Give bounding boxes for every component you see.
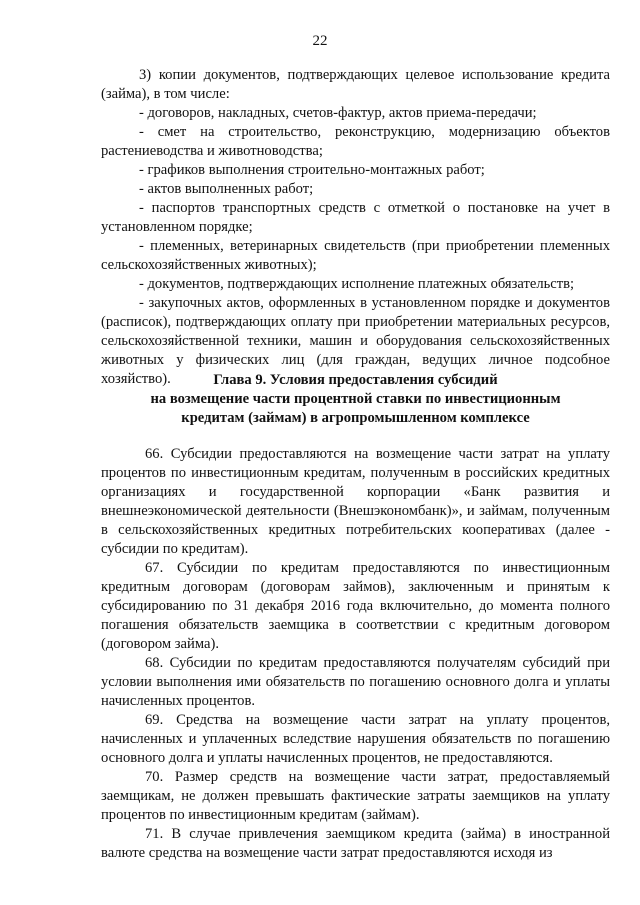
chapter-body <box>101 445 610 863</box>
list-item: - графиков выполнения строительно-монтажных работ; <box>139 162 485 178</box>
paragraph-70: 70. Размер средств на возмещение части затрат, предоставляемый заемщикам, не должен превышать фактические затраты заемщиков на уплату процентов по инвестиционным кредитам (займам). <box>101 769 610 823</box>
page-number: 22 <box>312 33 328 49</box>
list-item: - документов, подтверждающих исполнение платежных обязательств; <box>139 276 575 292</box>
document-list <box>101 66 610 389</box>
list-item: - племенных, ветеринарных свидетельств (при приобретении племенных сельскохозяйственных животных); <box>101 238 610 273</box>
chapter-heading <box>101 371 610 428</box>
chapter-heading-line: на возмещение части процентной ставки по инвестиционным <box>150 391 561 407</box>
list-item: - актов выполненных работ; <box>139 181 314 197</box>
chapter-heading-line: Глава 9. Условия предоставления субсидий <box>213 372 498 388</box>
paragraph-67: 67. Субсидии по кредитам предоставляются по инвестиционным кредитным договорам (договорам займов), заключенным и принятым к субсидированию по 31 декабря 2016 года включительно, до момента полного погашения обязательств заемщика в соответствии с кредитным договором (договором займа). <box>101 560 610 652</box>
paragraph-66: 66. Субсидии предоставляются на возмещение части затрат на уплату процентов по инвестиционным кредитам, полученным в российских кредитных организациях и государственной корпорации «Банк развития и внешнеэкономической деятельности (Внешэкономбанк)», и займам, полученным в сельскохозяйственных кредитных потребительских кооперативах (далее - субсидии по кредитам). <box>101 446 610 557</box>
paragraph-68: 68. Субсидии по кредитам предоставляются получателям субсидий при условии выполнения ими обязательств по погашению основного долга и уплаты начисленных процентов. <box>101 655 610 709</box>
list-intro: 3) копии документов, подтверждающих целевое использование кредита (займа), в том числе: <box>101 67 610 102</box>
paragraph-69: 69. Средства на возмещение части затрат на уплату процентов, начисленных и уплаченных вследствие нарушения обязательств по погашению основного долга и уплаты начисленных процентов, не предоставляются. <box>101 712 610 766</box>
list-item: - закупочных актов, оформленных в установленном порядке и документов (расписок), подтверждающих оплату при приобретении материальных ресурсов, сельскохозяйственной техники, машин и оборудования сельскохозяйственных животных у физических лиц (для граждан, ведущих личное подсобное хозяйство). <box>101 295 610 387</box>
list-item: - паспортов транспортных средств с отметкой о постановке на учет в установленном порядке; <box>101 200 610 235</box>
paragraph-71: 71. В случае привлечения заемщиком кредита (займа) в иностранной валюте средства на возмещение части затрат предоставляются исходя из <box>101 826 610 861</box>
chapter-heading-line: кредитам (займам) в агропромышленном комплексе <box>181 410 530 426</box>
list-item: - договоров, накладных, счетов-фактур, актов приема-передачи; <box>139 105 537 121</box>
list-item: - смет на строительство, реконструкцию, модернизацию объектов растениеводства и животноводства; <box>101 124 610 159</box>
